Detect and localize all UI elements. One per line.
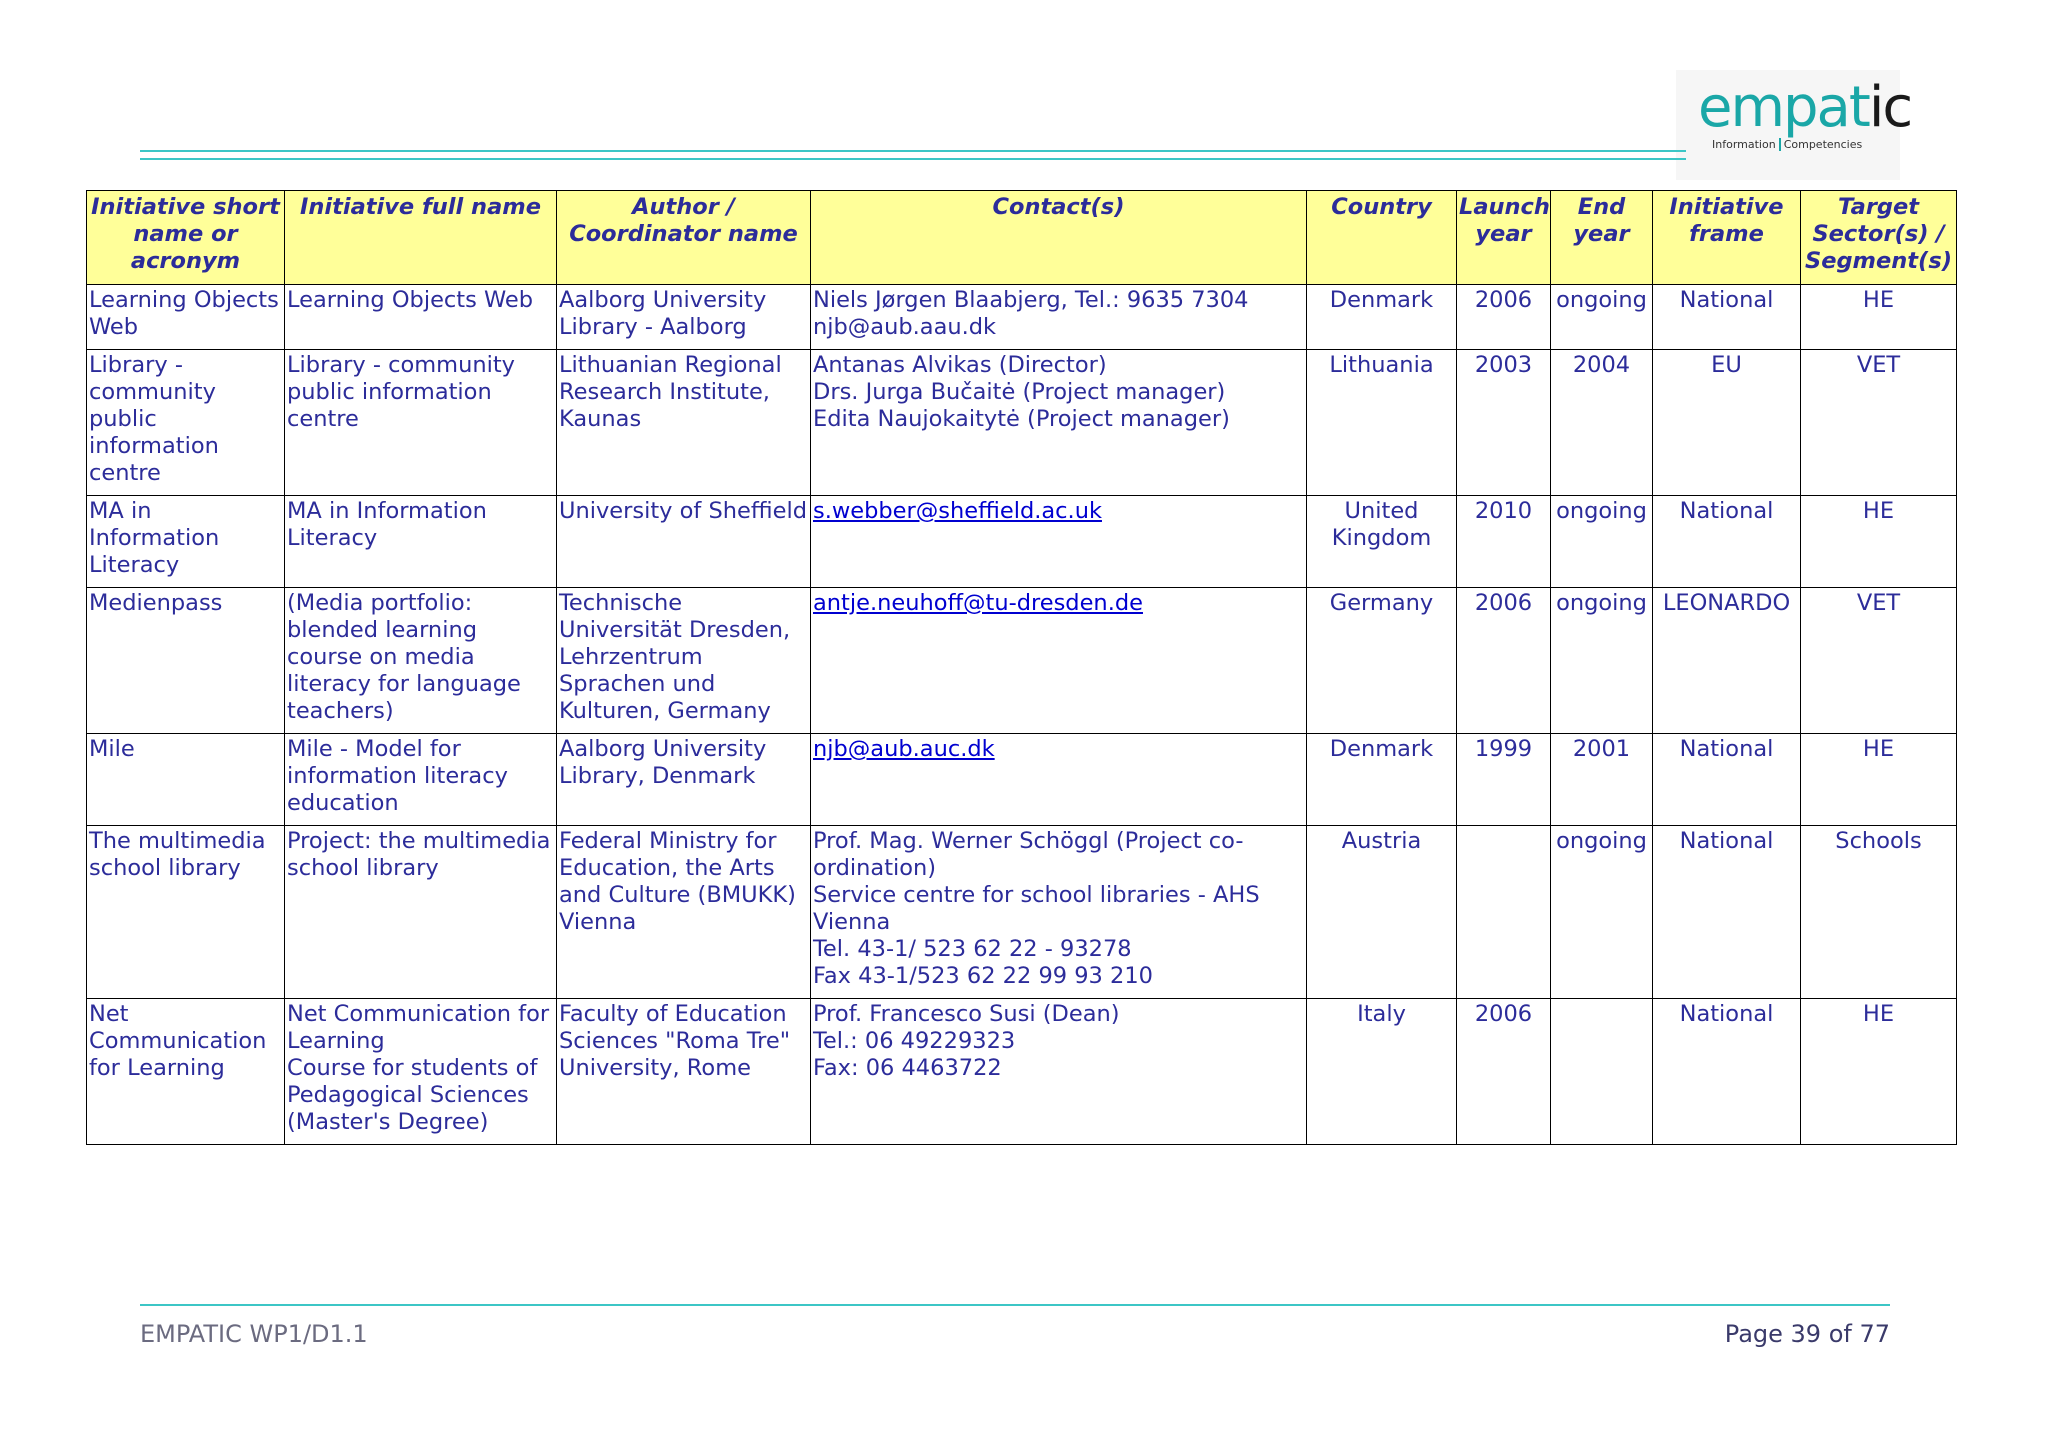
cell-short-name: The multimedia school library bbox=[87, 826, 285, 999]
cell-full-name: Mile - Model for information literacy education bbox=[285, 734, 557, 826]
document-id: EMPATIC WP1/D1.1 bbox=[140, 1320, 368, 1348]
header-frame: Initiative frame bbox=[1653, 191, 1801, 285]
table-header-row bbox=[87, 191, 1957, 285]
cell-launch-year: 1999 bbox=[1457, 734, 1551, 826]
cell-author: Technische Universität Dresden, Lehrzentrum Sprachen und Kulturen, Germany bbox=[557, 588, 811, 734]
cell-end-year bbox=[1551, 999, 1653, 1145]
cell-country: United Kingdom bbox=[1307, 496, 1457, 588]
header-divider bbox=[140, 150, 1686, 152]
cell-frame: EU bbox=[1653, 350, 1801, 496]
cell-frame: National bbox=[1653, 826, 1801, 999]
header-end-year: End year bbox=[1551, 191, 1653, 285]
contact-email-link[interactable]: njb@aub.auc.dk bbox=[813, 736, 995, 762]
cell-launch-year: 2006 bbox=[1457, 285, 1551, 350]
cell-target: VET bbox=[1801, 588, 1957, 734]
cell-contacts bbox=[811, 588, 1307, 734]
cell-author: Lithuanian Regional Research Institute, Kaunas bbox=[557, 350, 811, 496]
header-target: Target Sector(s) / Segment(s) bbox=[1801, 191, 1957, 285]
logo-tagline: Information Competencies bbox=[1712, 138, 1863, 151]
table-row bbox=[87, 350, 1957, 496]
cell-target: HE bbox=[1801, 285, 1957, 350]
cell-launch-year bbox=[1457, 826, 1551, 999]
cell-frame: National bbox=[1653, 999, 1801, 1145]
cell-full-name: Library - community public information centre bbox=[285, 350, 557, 496]
cell-full-name: Net Communication for Learning Course for students of Pedagogical Sciences (Master's Degree) bbox=[285, 999, 557, 1145]
header-country: Country bbox=[1307, 191, 1457, 285]
cell-author: Faculty of Education Sciences "Roma Tre" University, Rome bbox=[557, 999, 811, 1145]
cell-country: Denmark bbox=[1307, 734, 1457, 826]
cell-frame: National bbox=[1653, 496, 1801, 588]
cell-full-name: MA in Information Literacy bbox=[285, 496, 557, 588]
cell-launch-year: 2010 bbox=[1457, 496, 1551, 588]
initiatives-table bbox=[86, 190, 1957, 1145]
cell-short-name: Medienpass bbox=[87, 588, 285, 734]
cell-end-year: 2004 bbox=[1551, 350, 1653, 496]
header-author: Author / Coordinator name bbox=[557, 191, 811, 285]
cell-target: HE bbox=[1801, 999, 1957, 1145]
table-row bbox=[87, 826, 1957, 999]
cell-full-name: Project: the multimedia school library bbox=[285, 826, 557, 999]
cell-contacts bbox=[811, 734, 1307, 826]
cell-country: Denmark bbox=[1307, 285, 1457, 350]
cell-launch-year: 2006 bbox=[1457, 588, 1551, 734]
cell-end-year: ongoing bbox=[1551, 588, 1653, 734]
table-row bbox=[87, 588, 1957, 734]
header-launch-year: Launch year bbox=[1457, 191, 1551, 285]
cell-author: Aalborg University Library, Denmark bbox=[557, 734, 811, 826]
header-divider bbox=[140, 158, 1686, 160]
contact-email-link[interactable]: antje.neuhoff@tu-dresden.de bbox=[813, 590, 1143, 616]
empatic-logo bbox=[1676, 70, 1912, 180]
cell-contacts bbox=[811, 496, 1307, 588]
cell-country: Italy bbox=[1307, 999, 1457, 1145]
cell-launch-year: 2006 bbox=[1457, 999, 1551, 1145]
cell-target: HE bbox=[1801, 734, 1957, 826]
header-contacts: Contact(s) bbox=[811, 191, 1307, 285]
cell-country: Germany bbox=[1307, 588, 1457, 734]
cell-short-name: Learning Objects Web bbox=[87, 285, 285, 350]
cell-country: Austria bbox=[1307, 826, 1457, 999]
cell-short-name: Library - community public information centre bbox=[87, 350, 285, 496]
cell-contacts: Prof. Francesco Susi (Dean) Tel.: 06 49229323 Fax: 06 4463722 bbox=[811, 999, 1307, 1145]
cell-target: VET bbox=[1801, 350, 1957, 496]
cell-short-name: Net Communication for Learning bbox=[87, 999, 285, 1145]
cell-country: Lithuania bbox=[1307, 350, 1457, 496]
cell-target: HE bbox=[1801, 496, 1957, 588]
contact-email-link[interactable]: s.webber@sheffield.ac.uk bbox=[813, 498, 1102, 524]
cell-target: Schools bbox=[1801, 826, 1957, 999]
logo-wordmark: empatic bbox=[1698, 75, 1912, 140]
table-row bbox=[87, 734, 1957, 826]
cell-frame: National bbox=[1653, 734, 1801, 826]
cell-frame: LEONARDO bbox=[1653, 588, 1801, 734]
cell-end-year: ongoing bbox=[1551, 285, 1653, 350]
cell-full-name: Learning Objects Web bbox=[285, 285, 557, 350]
cell-launch-year: 2003 bbox=[1457, 350, 1551, 496]
cell-contacts: Antanas Alvikas (Director) Drs. Jurga Bučaitė (Project manager) Edita Naujokaitytė (Project manager) bbox=[811, 350, 1307, 496]
table-row bbox=[87, 999, 1957, 1145]
cell-author: Aalborg University Library - Aalborg bbox=[557, 285, 811, 350]
table-row bbox=[87, 285, 1957, 350]
cell-author: Federal Ministry for Education, the Arts and Culture (BMUKK) Vienna bbox=[557, 826, 811, 999]
cell-author: University of Sheffield bbox=[557, 496, 811, 588]
cell-end-year: ongoing bbox=[1551, 496, 1653, 588]
cell-end-year: ongoing bbox=[1551, 826, 1653, 999]
cell-short-name: MA in Information Literacy bbox=[87, 496, 285, 588]
page-number: Page 39 of 77 bbox=[1724, 1320, 1890, 1348]
cell-end-year: 2001 bbox=[1551, 734, 1653, 826]
cell-short-name: Mile bbox=[87, 734, 285, 826]
header-short-name: Initiative short name or acronym bbox=[87, 191, 285, 285]
header-full-name: Initiative full name bbox=[285, 191, 557, 285]
footer-divider bbox=[140, 1304, 1890, 1306]
cell-contacts: Prof. Mag. Werner Schöggl (Project co-ordination) Service centre for school libraries - AHS Vienna Tel. 43-1/ 523 62 22 - 93278 Fax 43-1/523 62 22 99 93 210 bbox=[811, 826, 1307, 999]
cell-full-name: (Media portfolio: blended learning course on media literacy for language teachers) bbox=[285, 588, 557, 734]
table-row bbox=[87, 496, 1957, 588]
cell-contacts: Niels Jørgen Blaabjerg, Tel.: 9635 7304 njb@aub.aau.dk bbox=[811, 285, 1307, 350]
cell-frame: National bbox=[1653, 285, 1801, 350]
